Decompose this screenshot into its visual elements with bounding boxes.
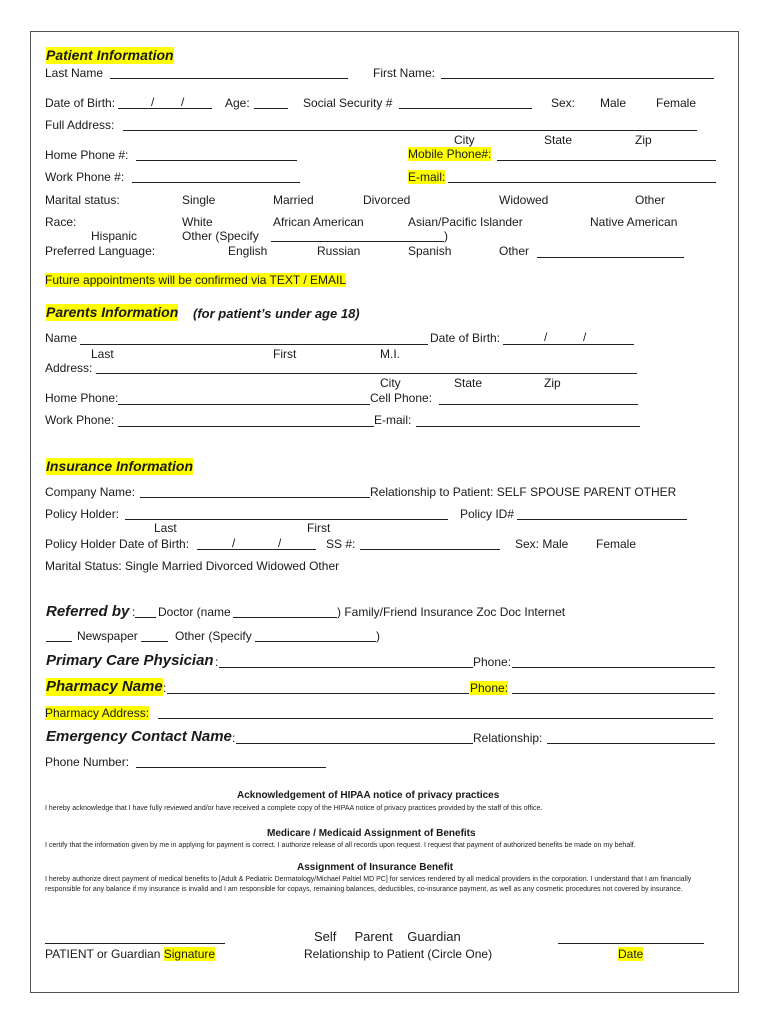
policy-holder-label: Policy Holder: bbox=[45, 507, 120, 521]
email-field[interactable] bbox=[448, 182, 716, 183]
parent-dob-slash-1: / bbox=[544, 330, 548, 344]
referred-by-colon: : bbox=[132, 605, 136, 619]
referred-by-title: Referred by bbox=[46, 603, 130, 620]
full-address-label: Full Address: bbox=[45, 118, 115, 132]
emergency-phone-label: Phone Number: bbox=[45, 755, 130, 769]
holder-sex-female-option[interactable]: Female bbox=[596, 537, 637, 551]
marital-divorced-option[interactable]: Divorced bbox=[363, 193, 411, 207]
race-label: Race: bbox=[45, 215, 77, 229]
parents-section-title: Parents Information bbox=[46, 304, 179, 320]
parent-last-caption: Last bbox=[91, 347, 114, 361]
parent-home-phone-label: Home Phone: bbox=[45, 391, 119, 405]
holder-first-caption: First bbox=[307, 521, 331, 535]
date-line[interactable] bbox=[558, 943, 704, 944]
policy-id-label: Policy ID# bbox=[460, 507, 515, 521]
mobile-phone-label: Mobile Phone#: bbox=[408, 147, 492, 161]
full-address-field[interactable] bbox=[123, 130, 697, 131]
race-african-american-option[interactable]: African American bbox=[273, 215, 364, 229]
race-hispanic-option[interactable]: Hispanic bbox=[91, 229, 138, 243]
newspaper-check[interactable] bbox=[46, 641, 72, 642]
first-name-field[interactable] bbox=[441, 78, 714, 79]
relationship-label: Relationship to Patient (Circle One) bbox=[304, 947, 493, 961]
language-english-option[interactable]: English bbox=[228, 244, 268, 258]
relationship-options[interactable]: Self Parent Guardian bbox=[314, 929, 461, 944]
work-phone-label: Work Phone #: bbox=[45, 170, 125, 184]
pharmacy-phone-field[interactable] bbox=[512, 693, 715, 694]
hipaa-title: Acknowledgement of HIPAA notice of privacy practices bbox=[237, 790, 500, 801]
parent-cell-phone-field[interactable] bbox=[439, 404, 638, 405]
race-other-field[interactable] bbox=[271, 241, 444, 242]
holder-dob-label: Policy Holder Date of Birth: bbox=[45, 537, 190, 551]
race-asian-option[interactable]: Asian/Pacific Islander bbox=[408, 215, 523, 229]
ssn-field[interactable] bbox=[399, 108, 532, 109]
medicare-text: I certify that the information given by me in applying for payment is correct. I authorize release of all records upon request. I request that payment of authorized benefits be made on my behalf. bbox=[45, 842, 636, 849]
signature-label: PATIENT or Guardian Signature bbox=[45, 947, 216, 961]
dob-slash-1: / bbox=[151, 95, 155, 109]
parent-first-caption: First bbox=[273, 347, 297, 361]
parent-city-caption: City bbox=[380, 376, 401, 390]
company-name-field[interactable] bbox=[140, 497, 370, 498]
policy-holder-field[interactable] bbox=[125, 519, 448, 520]
holder-ss-label: SS #: bbox=[326, 537, 356, 551]
newspaper-label: Newspaper bbox=[77, 629, 138, 643]
company-name-label: Company Name: bbox=[45, 485, 136, 499]
future-appointments-note: Future appointments will be confirmed via TEXT / EMAIL bbox=[45, 273, 347, 287]
emergency-relationship-label: Relationship: bbox=[473, 731, 543, 745]
race-native-american-option[interactable]: Native American bbox=[590, 215, 678, 229]
parent-name-field[interactable] bbox=[80, 344, 428, 345]
last-name-field[interactable] bbox=[110, 78, 348, 79]
other-referral-close: ) bbox=[376, 629, 380, 643]
holder-dob-field[interactable] bbox=[197, 549, 316, 550]
signature-line[interactable] bbox=[45, 943, 225, 944]
parent-name-label: Name bbox=[45, 331, 78, 345]
insurance-section-title: Insurance Information bbox=[46, 458, 194, 474]
date-label: Date bbox=[618, 947, 644, 961]
medicare-title: Medicare / Medicaid Assignment of Benefits bbox=[267, 828, 476, 839]
pharmacy-phone-label: Phone: bbox=[470, 681, 509, 695]
language-spanish-option[interactable]: Spanish bbox=[408, 244, 452, 258]
sex-label: Sex: bbox=[551, 96, 576, 110]
home-phone-field[interactable] bbox=[136, 160, 297, 161]
marital-married-option[interactable]: Married bbox=[273, 193, 314, 207]
work-phone-field[interactable] bbox=[132, 182, 300, 183]
emergency-relationship-field[interactable] bbox=[547, 743, 715, 744]
age-label: Age: bbox=[225, 96, 250, 110]
ssn-label: Social Security # bbox=[303, 96, 393, 110]
parent-cell-phone-label: Cell Phone: bbox=[370, 391, 433, 405]
first-name-label: First Name: bbox=[373, 66, 436, 80]
other-referral-field[interactable] bbox=[255, 641, 376, 642]
pcp-title: Primary Care Physician bbox=[46, 652, 214, 669]
dob-slash-2: / bbox=[181, 95, 185, 109]
parent-zip-caption: Zip bbox=[544, 376, 561, 390]
holder-dob-slash-2: / bbox=[278, 536, 282, 550]
sex-male-option[interactable]: Male bbox=[600, 96, 627, 110]
referred-doctor-check[interactable] bbox=[135, 617, 156, 618]
hipaa-text: I hereby acknowledge that I have fully reviewed and/or have received a complete copy of the HIPAA notice of privacy practices provided by the staff of this office. bbox=[45, 805, 543, 812]
referred-options[interactable]: ) Family/Friend Insurance Zoc Doc Internet bbox=[337, 605, 566, 619]
parent-email-field[interactable] bbox=[416, 426, 640, 427]
assignment-title: Assignment of Insurance Benefit bbox=[297, 862, 454, 873]
race-other-specify-label: Other (Specify bbox=[182, 229, 259, 243]
marital-status-label: Marital status: bbox=[45, 193, 120, 207]
parent-mi-caption: M.I. bbox=[380, 347, 400, 361]
city-caption: City bbox=[454, 133, 475, 147]
holder-ss-field[interactable] bbox=[360, 549, 500, 550]
marital-single-option[interactable]: Single bbox=[182, 193, 216, 207]
parent-work-phone-label: Work Phone: bbox=[45, 413, 115, 427]
mobile-phone-field[interactable] bbox=[497, 160, 716, 161]
referred-doctor-name-field[interactable] bbox=[233, 617, 337, 618]
email-label: E-mail: bbox=[408, 170, 446, 184]
race-white-option[interactable]: White bbox=[182, 215, 213, 229]
insurance-relationship-label: Relationship to Patient: SELF SPOUSE PARENT OTHER bbox=[370, 485, 677, 499]
language-other-option[interactable]: Other bbox=[499, 244, 530, 258]
emergency-name-field[interactable] bbox=[236, 743, 473, 744]
dob-label: Date of Birth: bbox=[45, 96, 116, 110]
parent-address-label: Address: bbox=[45, 361, 93, 375]
pcp-phone-field[interactable] bbox=[512, 667, 715, 668]
age-field[interactable] bbox=[254, 108, 288, 109]
parent-dob-field[interactable] bbox=[503, 344, 634, 345]
holder-last-caption: Last bbox=[154, 521, 177, 535]
parents-section-subtitle: (for patient’s under age 18) bbox=[193, 306, 360, 321]
parent-email-label: E-mail: bbox=[374, 413, 412, 427]
emergency-phone-field[interactable] bbox=[136, 767, 326, 768]
holder-dob-slash-1: / bbox=[232, 536, 236, 550]
parent-dob-slash-2: / bbox=[583, 330, 587, 344]
language-other-field[interactable] bbox=[537, 257, 684, 258]
pcp-phone-label: Phone: bbox=[473, 655, 512, 669]
parent-address-field[interactable] bbox=[96, 373, 637, 374]
signature-highlight: Signature bbox=[163, 947, 216, 961]
other-referral-label: Other (Specify bbox=[175, 629, 252, 643]
pharmacy-colon: : bbox=[163, 681, 167, 695]
pharmacy-name-field[interactable] bbox=[167, 693, 469, 694]
marital-other-option[interactable]: Other bbox=[635, 193, 666, 207]
parent-work-phone-field[interactable] bbox=[118, 426, 374, 427]
language-russian-option[interactable]: Russian bbox=[317, 244, 361, 258]
preferred-language-label: Preferred Language: bbox=[45, 244, 156, 258]
parent-home-phone-field[interactable] bbox=[118, 404, 370, 405]
patient-section-title: Patient Information bbox=[46, 47, 174, 63]
pcp-name-field[interactable] bbox=[219, 667, 473, 668]
emergency-colon: : bbox=[232, 731, 236, 745]
zip-caption: Zip bbox=[635, 133, 652, 147]
other-referral-check[interactable] bbox=[141, 641, 168, 642]
emergency-contact-title: Emergency Contact Name bbox=[46, 728, 232, 745]
policy-id-field[interactable] bbox=[517, 519, 687, 520]
parent-state-caption: State bbox=[454, 376, 483, 390]
state-caption: State bbox=[544, 133, 573, 147]
parent-dob-label: Date of Birth: bbox=[430, 331, 501, 345]
race-other-close: ) bbox=[444, 229, 448, 243]
assignment-text: I hereby authorize direct payment of medical benefits to [Adult & Pediatric Dermatology/Michael Paltiel MD PC] for services rendered by all medical providers in the corporation. I understand that I am financially responsible for any balance if my insurance is invalid and I am responsible for copays, remaining balances, deductibles, co-insurance payment, as well as any cosmetic procedures not covered by insurance. bbox=[45, 876, 692, 893]
home-phone-label: Home Phone #: bbox=[45, 148, 129, 162]
pharmacy-address-field[interactable] bbox=[158, 718, 713, 719]
last-name-label: Last Name bbox=[45, 66, 104, 80]
dob-field[interactable] bbox=[118, 108, 212, 109]
marital-widowed-option[interactable]: Widowed bbox=[499, 193, 549, 207]
pcp-colon: : bbox=[215, 655, 219, 669]
holder-sex-label[interactable]: Sex: Male bbox=[515, 537, 569, 551]
holder-marital-status: Marital Status: Single Married Divorced Widowed Other bbox=[45, 559, 340, 573]
pharmacy-address-label: Pharmacy Address: bbox=[45, 706, 150, 720]
sex-female-option[interactable]: Female bbox=[656, 96, 697, 110]
pharmacy-title: Pharmacy Name bbox=[46, 678, 163, 695]
referred-doctor-label: Doctor (name bbox=[158, 605, 231, 619]
